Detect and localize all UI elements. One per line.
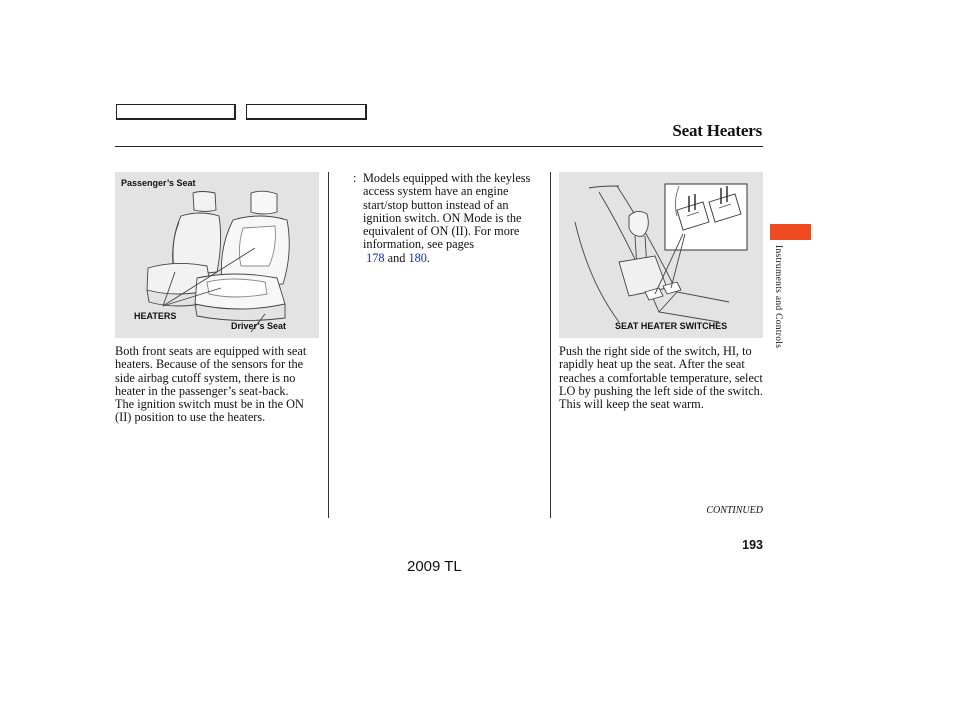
switch-drawing: [559, 172, 763, 338]
section-tab: [770, 224, 811, 240]
note-bullet: :: [353, 171, 357, 185]
continued-label: CONTINUED: [706, 505, 763, 516]
left-paragraph-1: Both front seats are equipped with seat heaters. Because of the sensors for the side airbag cutoff system, there is no heater in the passenger’s seat-back.: [115, 344, 307, 398]
note-and-word: and: [387, 250, 406, 265]
switch-illustration: [559, 172, 763, 338]
right-column-text: Push the right side of the switch, HI, to rapidly heat up the seat. After the seat reaches a comfortable temperature, select LO by pushing the left side of the switch. This will keep the seat warm.: [559, 344, 763, 412]
middle-column-note: [353, 172, 545, 265]
page-title: Seat Heaters: [672, 121, 762, 140]
page-link-180[interactable]: 180: [408, 250, 427, 265]
nav-button-1[interactable]: [116, 104, 236, 120]
left-paragraph-2: The ignition switch must be in the ON (II) position to use the heaters.: [115, 397, 304, 425]
passenger-seat-label: Passenger’s Seat: [121, 178, 196, 188]
footer-model-name: 2009 TL: [407, 558, 462, 575]
title-divider: [115, 146, 763, 147]
column-divider-2: [550, 172, 551, 518]
heaters-label: HEATERS: [134, 311, 177, 321]
nav-button-2[interactable]: [246, 104, 367, 120]
note-text: Models equipped with the keyless access system have an engine start/stop button instead of an ignition switch. ON Mode is the equivalent of ON (II). For more information, see pages: [363, 171, 531, 252]
page-link-178[interactable]: 178: [366, 250, 385, 265]
seats-illustration: [115, 172, 319, 338]
section-label: Instruments and Controls: [773, 245, 783, 349]
page-number: 193: [742, 538, 763, 552]
driver-seat-label: Driver’s Seat: [231, 321, 287, 331]
seat-heater-switches-label: SEAT HEATER SWITCHES: [615, 321, 728, 331]
left-column-text: [115, 345, 321, 425]
column-divider-1: [328, 172, 329, 518]
note-period: .: [426, 250, 430, 265]
